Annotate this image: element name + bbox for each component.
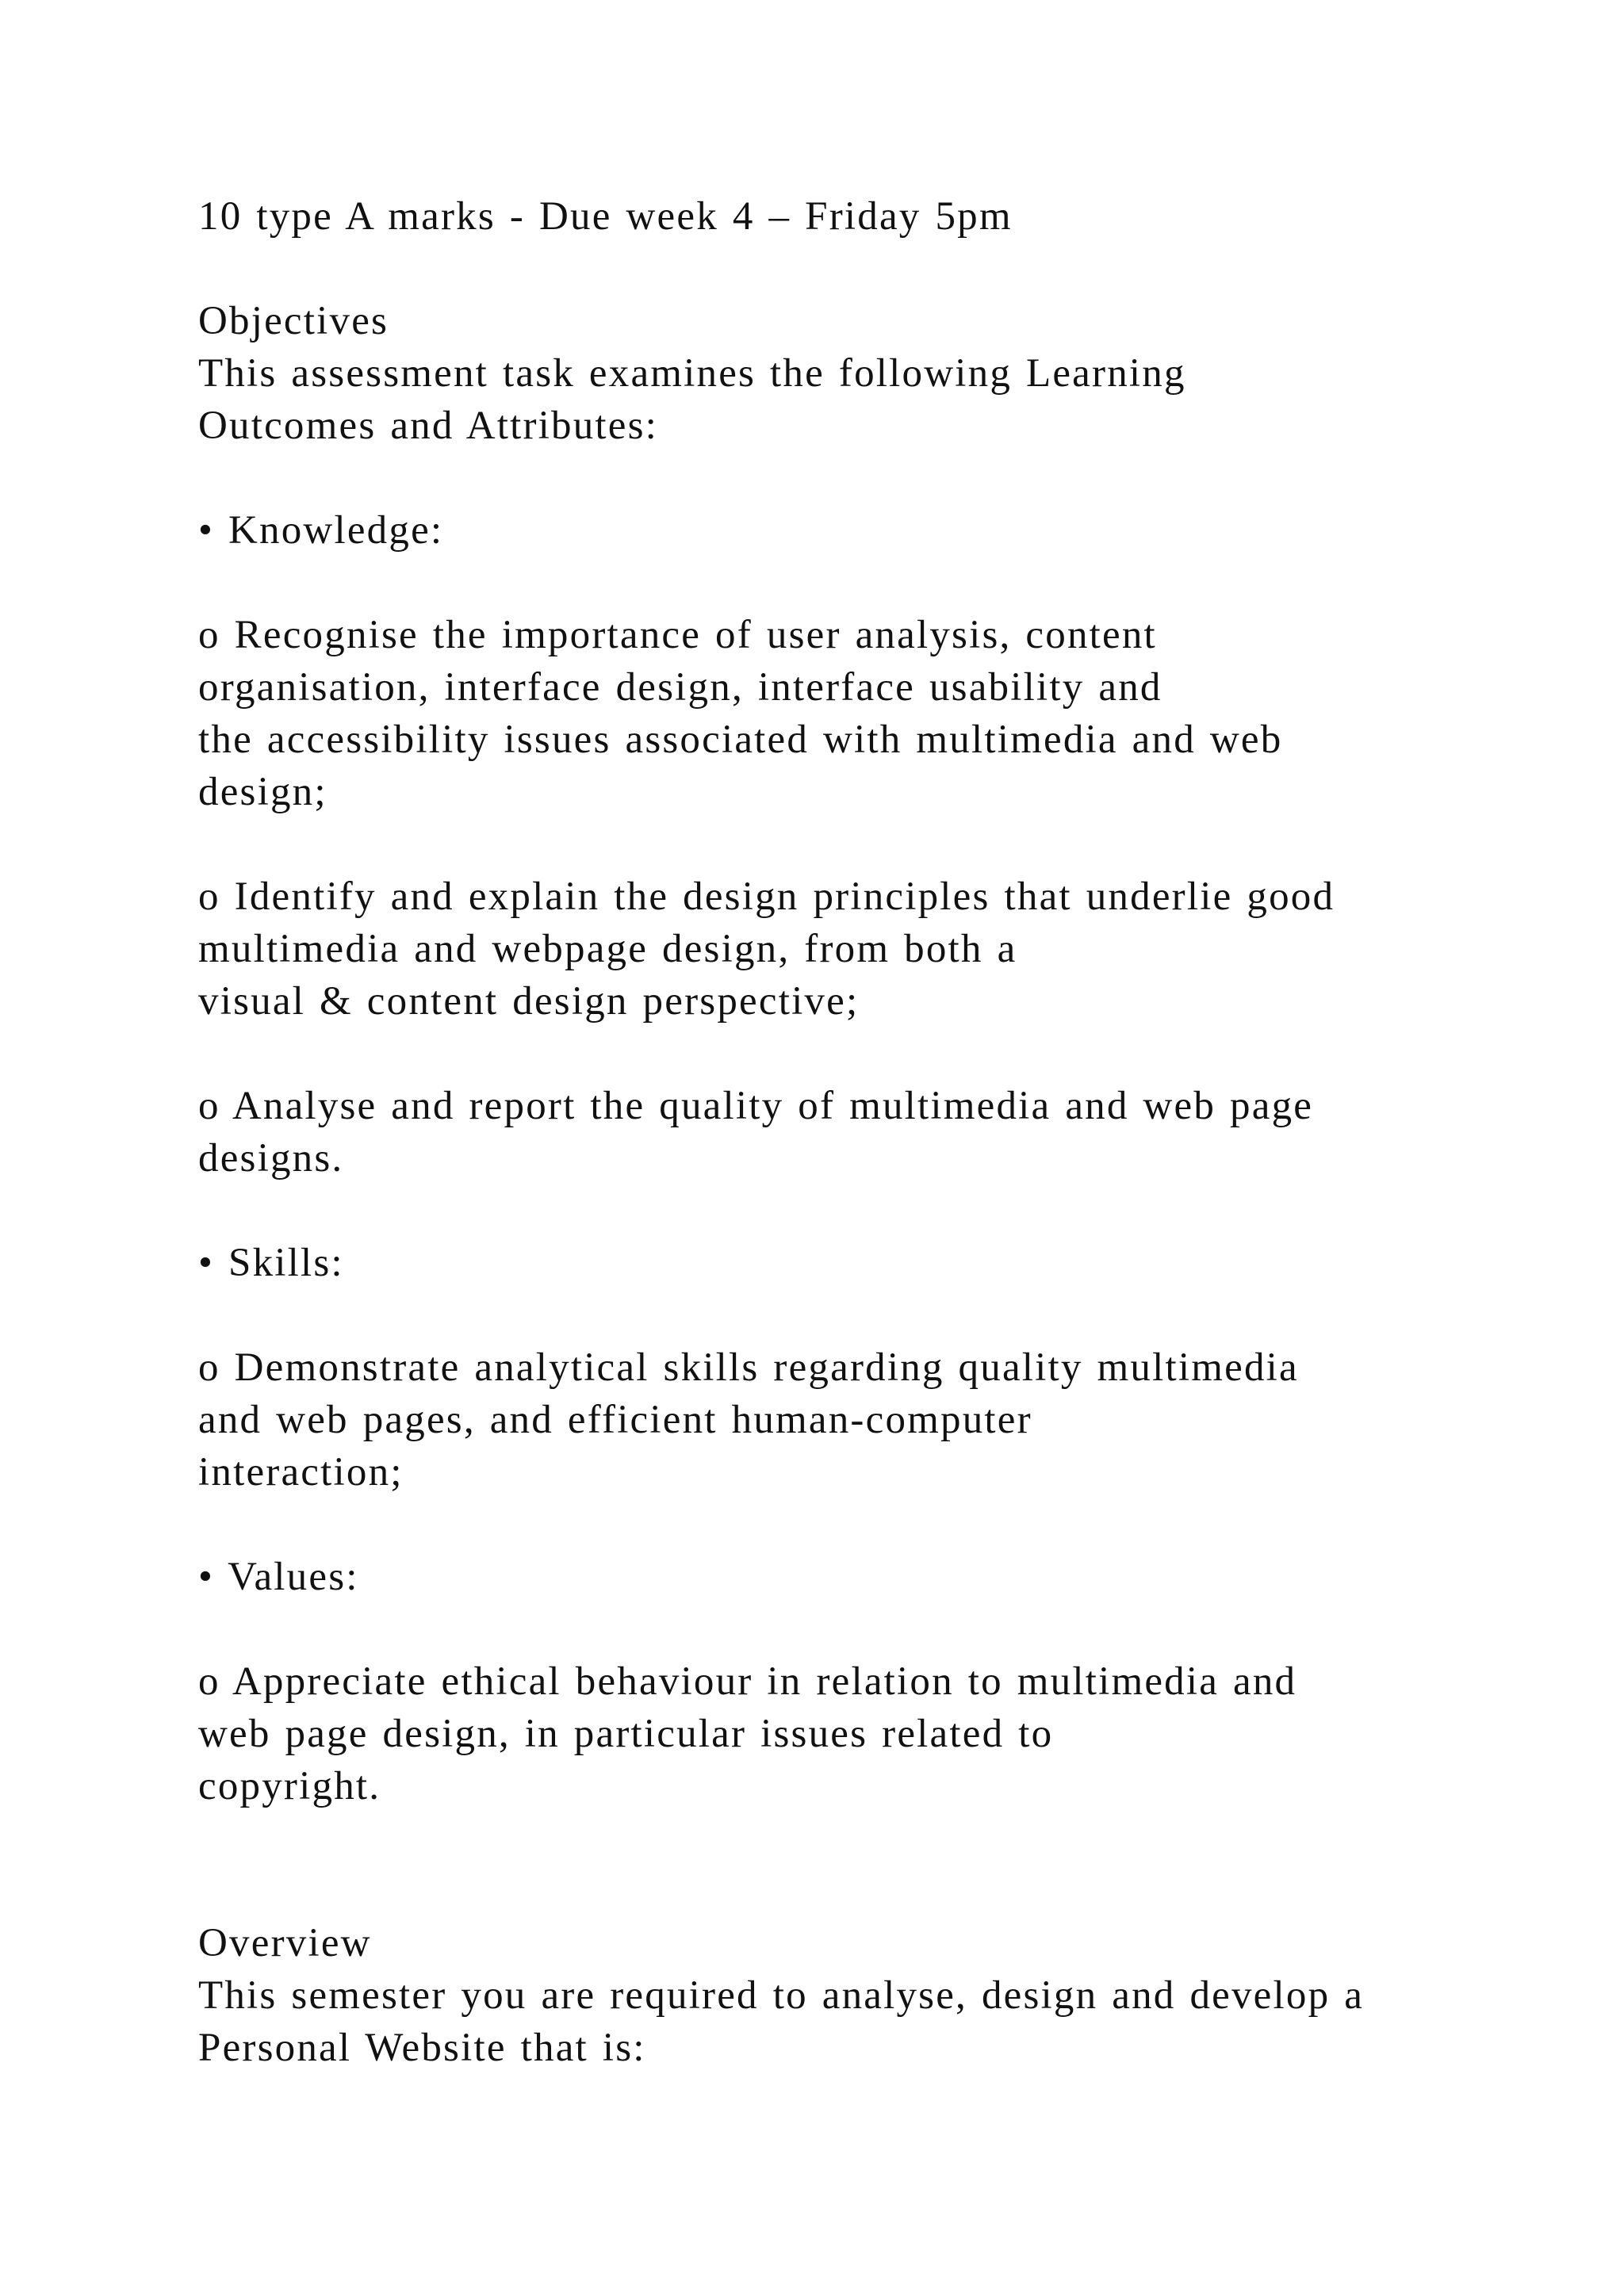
blank-line (198, 452, 1515, 504)
values-item-line: copyright. (198, 1764, 381, 1808)
blank-line (198, 1603, 1515, 1655)
values-item-line: o Appreciate ethical behaviour in relation to multimedia and (198, 1659, 1297, 1704)
blank-line (198, 1289, 1515, 1341)
skills-bullet: • Skills: (198, 1241, 344, 1285)
skills-item-line: interaction; (198, 1450, 404, 1494)
blank-line (198, 243, 1515, 295)
knowledge-item-line: o Recognise the importance of user analysis, content (198, 613, 1157, 657)
values-item-line: web page design, in particular issues related to (198, 1712, 1054, 1756)
overview-line: Personal Website that is: (198, 2026, 646, 2070)
values-bullet: • Values: (198, 1555, 359, 1599)
knowledge-item-line: multimedia and webpage design, from both a (198, 927, 1017, 971)
knowledge-item-line: o Analyse and report the quality of multimedia and web page (198, 1084, 1314, 1128)
blank-line (198, 1184, 1515, 1237)
blank-line (198, 1812, 1515, 1917)
knowledge-item-line: visual & content design perspective; (198, 979, 860, 1024)
objectives-heading: Objectives (198, 299, 389, 343)
knowledge-item-line: organisation, interface design, interface usability and (198, 665, 1162, 710)
blank-line (198, 1498, 1515, 1551)
blank-line (198, 1027, 1515, 1080)
knowledge-item-line: o Identify and explain the design principles that underlie good (198, 874, 1335, 919)
skills-item-line: o Demonstrate analytical skills regarding quality multimedia (198, 1345, 1299, 1390)
knowledge-item-line: design; (198, 770, 327, 814)
due-line: 10 type A marks - Due week 4 – Friday 5pm (198, 194, 1013, 239)
document-body (198, 190, 1515, 2074)
blank-line (198, 557, 1515, 609)
knowledge-item-line: the accessibility issues associated with multimedia and web (198, 718, 1283, 762)
overview-heading: Overview (198, 1921, 372, 1965)
skills-item-line: and web pages, and efficient human-computer (198, 1398, 1032, 1442)
knowledge-bullet: • Knowledge: (198, 508, 444, 553)
objectives-intro-line: This assessment task examines the following Learning (198, 351, 1186, 396)
knowledge-item-line: designs. (198, 1136, 344, 1181)
blank-line (198, 818, 1515, 871)
objectives-intro-line: Outcomes and Attributes: (198, 404, 659, 448)
overview-line: This semester you are required to analyse, design and develop a (198, 1973, 1365, 2018)
